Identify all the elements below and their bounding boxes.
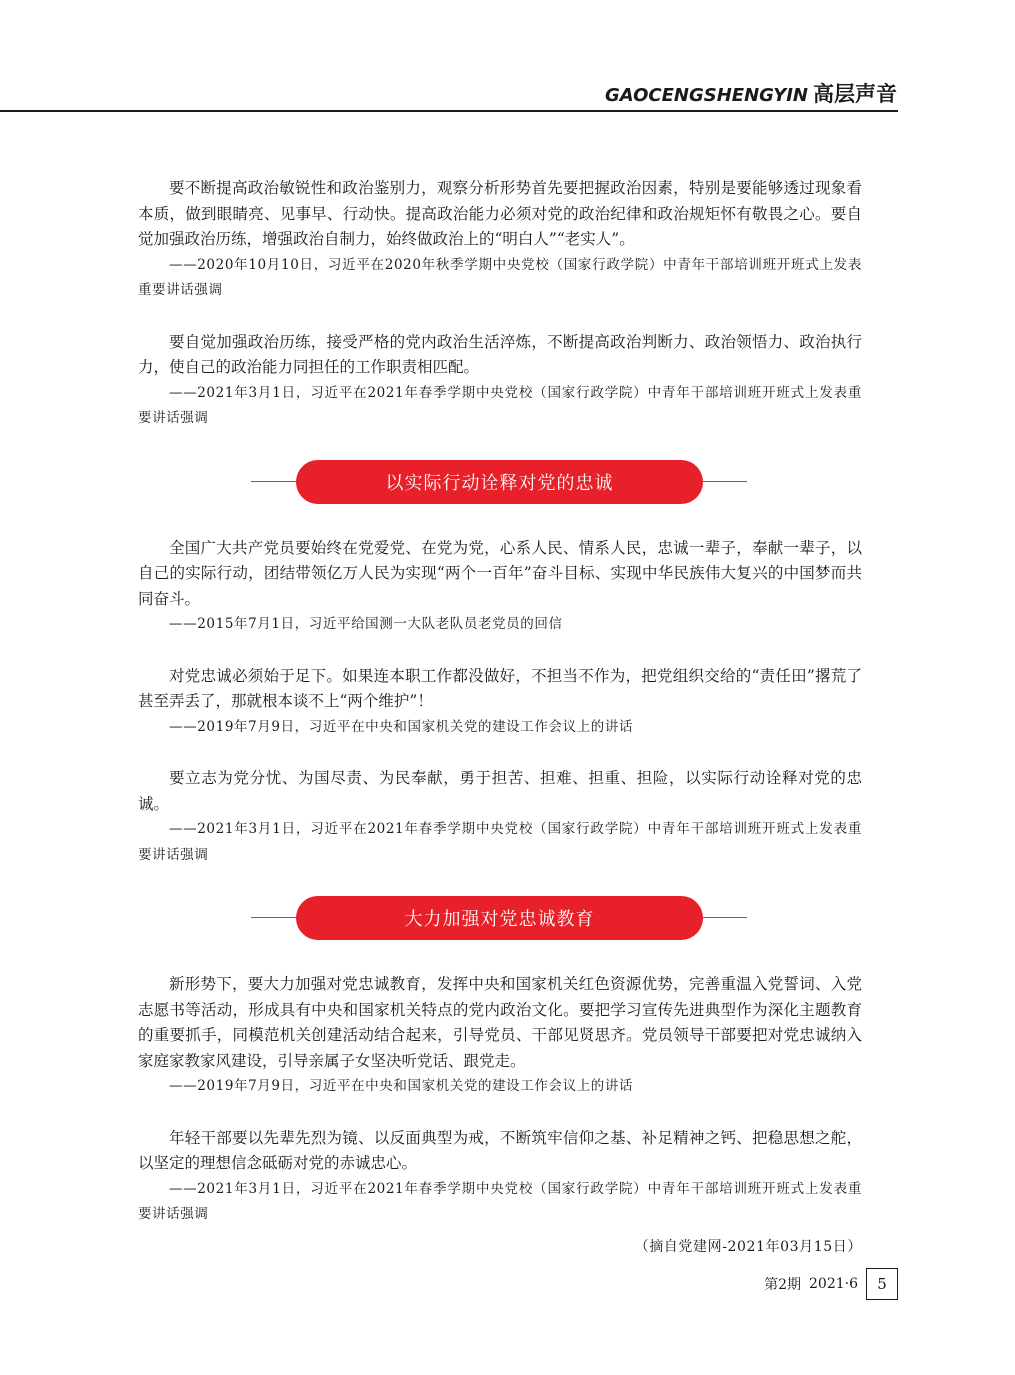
- section-title: 大力加强对党忠诚教育: [296, 896, 703, 940]
- column-title-chinese: 高层声音: [813, 82, 897, 106]
- quote-block: [138, 176, 862, 304]
- quote-text: 全国广大共产党员要始终在党爱党、在党为党，心系人民、情系人民，忠诚一辈子，奉献一辈子，以自己的实际行动，团结带领亿万人民为实现“两个一百年”奋斗目标、实现中华民族伟大复兴的中国梦而共同奋斗。: [138, 538, 862, 608]
- quote-source: ——2021年3月1日，习近平在2021年春季学期中央党校（国家行政学院）中青年干部培训班开班式上发表重要讲话强调: [138, 821, 862, 863]
- section-header-line-left: [251, 917, 299, 918]
- page-number: 5: [866, 1268, 898, 1300]
- quote-block: [138, 766, 862, 868]
- quote-source: ——2021年3月1日，习近平在2021年春季学期中央党校（国家行政学院）中青年干部培训班开班式上发表重要讲话强调: [138, 384, 862, 426]
- quote-text: 新形势下，要大力加强对党忠诚教育，发挥中央和国家机关红色资源优势，完善重温入党誓词、入党志愿书等活动，形成具有中央和国家机关特点的党内政治文化。要把学习宣传先进典型作为深化主题教育的重要抓手，同模范机关创建活动结合起来，引导党员、干部见贤思齐。党员领导干部要把对党忠诚纳入家庭家教家风建设，引导亲属子女坚决听党话、跟党走。: [138, 975, 862, 1070]
- quote-source: ——2015年7月1日，习近平给国测一大队老队员老党员的回信: [169, 616, 563, 632]
- column-title: [605, 78, 897, 108]
- quote-block: [138, 972, 862, 1100]
- quote-text: 要自觉加强政治历练，接受严格的党内政治生活淬炼，不断提高政治判断力、政治领悟力、政治执行力，使自己的政治能力同担任的工作职责相匹配。: [138, 332, 862, 376]
- section-header-line-right: [698, 481, 747, 482]
- excerpt-note: （摘自党建网-2021年03月15日）: [634, 1238, 862, 1255]
- quote-text: 要立志为党分忧、为国尽责、为民奉献，勇于担苦、担难、担重、担险，以实际行动诠释对党的忠诚。: [138, 769, 862, 813]
- quote-source: ——2021年3月1日，习近平在2021年春季学期中央党校（国家行政学院）中青年干部培训班开班式上发表重要讲话强调: [138, 1180, 862, 1222]
- quote-block: [138, 1126, 862, 1228]
- section-title: 以实际行动诠释对党的忠诚: [296, 460, 703, 504]
- page-header: [0, 0, 1015, 112]
- section-header-line-right: [698, 917, 747, 918]
- section-header: [138, 896, 862, 946]
- quote-source: ——2020年10月10日，习近平在2020年秋季学期中央党校（国家行政学院）中青年干部培训班开班式上发表重要讲话强调: [138, 256, 862, 298]
- quote-block: [138, 664, 862, 741]
- quote-source: ——2019年7月9日，习近平在中央和国家机关党的建设工作会议上的讲话: [169, 1078, 634, 1094]
- article-body: [138, 176, 862, 1260]
- page-footer: [764, 1268, 898, 1300]
- quote-text: 要不断提高政治敏锐性和政治鉴别力，观察分析形势首先要把握政治因素，特别是要能够透过现象看本质，做到眼睛亮、见事早、行动快。提高政治能力必须对党的政治纪律和政治规矩怀有敬畏之心。要自觉加强政治历练，增强政治自制力，始终做政治上的“明白人”“老实人”。: [138, 179, 862, 248]
- quote-block: [138, 330, 862, 432]
- section-header-line-left: [251, 481, 299, 482]
- issue-date: 2021·6: [809, 1276, 858, 1292]
- header-rule: [0, 110, 898, 112]
- column-title-pinyin: GAOCENGSHENGYIN: [604, 85, 808, 106]
- quote-source: ——2019年7月9日，习近平在中央和国家机关党的建设工作会议上的讲话: [169, 718, 634, 735]
- quote-block: [138, 536, 862, 638]
- issue-number: 第2期: [764, 1277, 801, 1293]
- quote-text: 年轻干部要以先辈先烈为镜、以反面典型为戒，不断筑牢信仰之基、补足精神之钙、把稳思想之舵，以坚定的理想信念砥砺对党的赤诚忠心。: [138, 1128, 862, 1172]
- quote-text: 对党忠诚必须始于足下。如果连本职工作都没做好，不担当不作为，把党组织交给的“责任田”撂荒了甚至弄丢了，那就根本谈不上“两个维护”！: [138, 666, 862, 710]
- section-header: [138, 460, 862, 510]
